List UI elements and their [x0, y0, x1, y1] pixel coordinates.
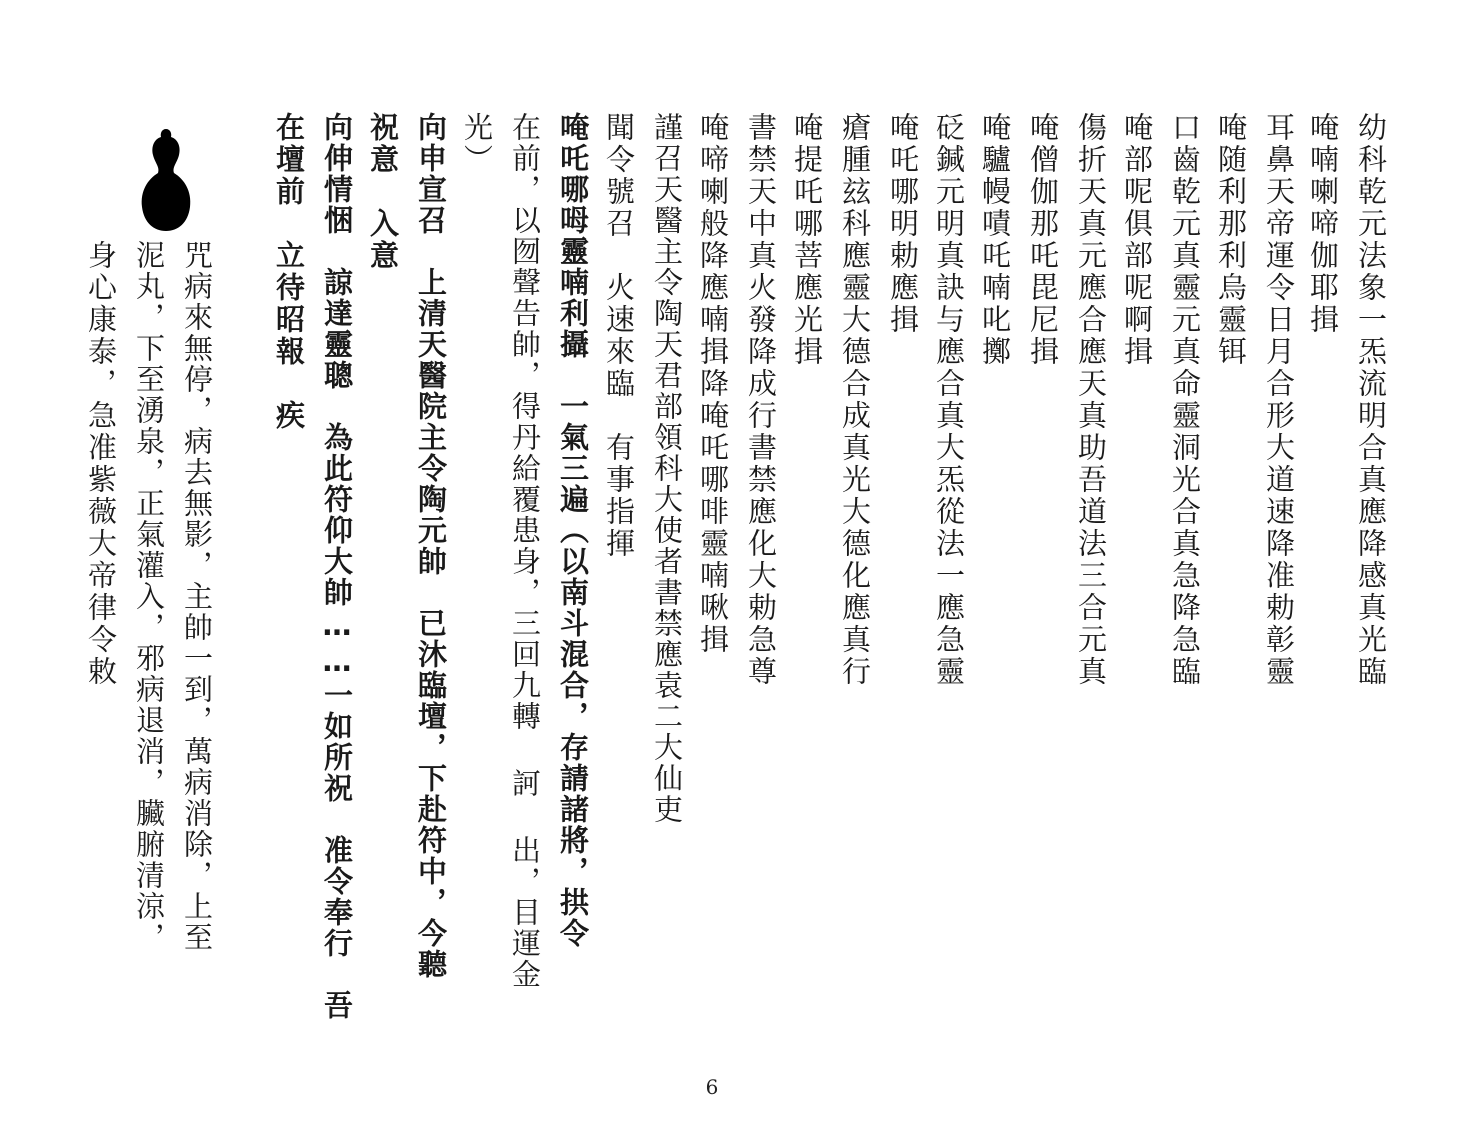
text-column-1: 幼科乾元法象一炁流明合真應降感真光臨 — [1354, 112, 1388, 688]
text-column-18: 唵吒哪呣靈喃利攝 一氣三遍（以南斗混合，存請諸將，拱令 — [556, 112, 590, 949]
text-column-2: 唵喃喇啼伽耶揖 — [1306, 112, 1340, 336]
text-column-21: 向申宣召 上清天醫院主令陶元帥 已沐臨壇，下赴符中，今聽 — [414, 112, 448, 980]
gourd-icon — [140, 127, 192, 233]
text-column-12: 瘡腫玆科應靈大德合成真光大德化應真行 — [838, 112, 872, 688]
closing-column-2: 泥丸，下至湧泉，正氣灌入，邪病退消，臟腑清涼， — [132, 240, 166, 953]
text-column-19: 在前，以囫聲告帥，得丹給覆患身，三回九轉 訶 出，目運金 — [508, 112, 542, 990]
text-column-24: 在壇前 立待昭報 疾 — [272, 112, 306, 432]
text-column-5: 口齒乾元真靈元真命靈洞光合真急降急臨 — [1168, 112, 1202, 688]
text-column-15: 唵啼喇般降應喃揖降唵吒哪啡靈喃啾揖 — [696, 112, 730, 656]
text-column-23: 向伸情悃 諒達靈聰 為此符仰大帥……一如所祝 准令奉行 吾 — [320, 112, 354, 1021]
text-column-14: 書禁天中真火發降成行書禁應化大勅急尊 — [744, 112, 778, 688]
text-column-16: 謹召天醫主令陶天君部領科大使者書禁應袁二大仙吏 — [650, 112, 684, 825]
text-column-20: 光） — [460, 112, 494, 176]
text-column-17: 聞令號召 火速來臨 有事指揮 — [602, 112, 636, 560]
text-column-7: 傷折天真元應合應天真助吾道法三合元真 — [1074, 112, 1108, 688]
text-column-13: 唵提吒哪菩應光揖 — [790, 112, 824, 368]
text-column-9: 唵驢幔嘖吒喃叱擲 — [978, 112, 1012, 368]
page-number: 6 — [705, 1075, 719, 1099]
text-column-22: 祝意 入意 — [366, 112, 400, 272]
text-column-3: 耳鼻天帝運令日月合形大道速降准勅彰靈 — [1262, 112, 1296, 688]
closing-column-3: 身心康泰，急准紫薇大帝律令敕 — [84, 240, 118, 688]
text-column-10: 砭鍼元明真訣与應合真大炁從法一應急靈 — [932, 112, 966, 688]
text-column-11: 唵吒哪明勅應揖 — [886, 112, 920, 336]
text-column-4: 唵随利那利烏靈铒 — [1214, 112, 1248, 368]
text-column-6: 唵部呢俱部呢啊揖 — [1120, 112, 1154, 368]
text-column-8: 唵僧伽那吒毘尼揖 — [1026, 112, 1060, 368]
closing-column-1: 咒病來無停，病去無影，主帥一到，萬病消除，上至 — [180, 240, 214, 953]
